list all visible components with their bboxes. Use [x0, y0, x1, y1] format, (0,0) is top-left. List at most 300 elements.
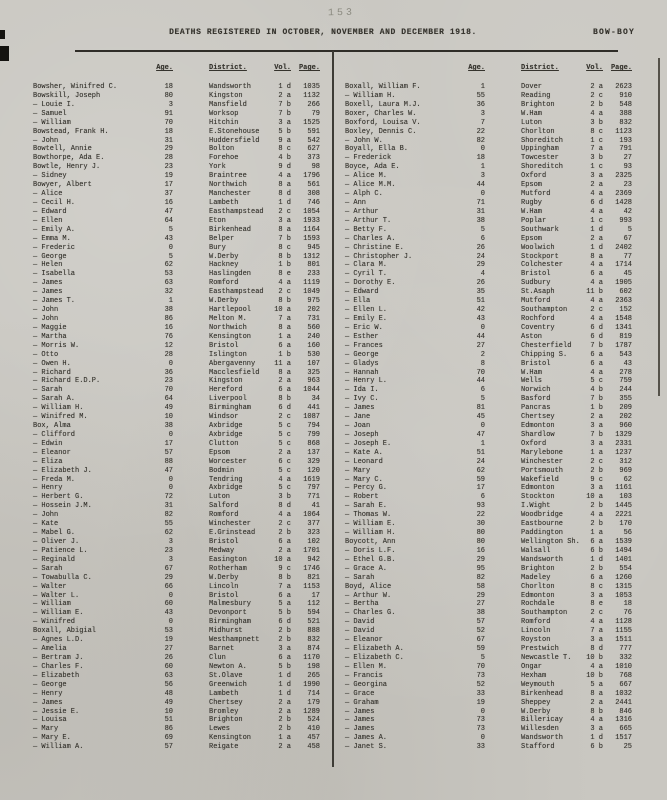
age-cell: 3 — [168, 100, 173, 109]
table-row — [33, 681, 328, 690]
table-row — [345, 690, 640, 699]
row-spacer — [173, 253, 209, 262]
vol-cell: 2 a — [278, 743, 291, 752]
table-row — [33, 128, 328, 137]
district-cell: Chertsey — [521, 413, 555, 422]
row-spacer — [173, 306, 209, 315]
table-row — [345, 163, 640, 172]
age-cell: 70 — [164, 118, 173, 127]
table-row — [345, 654, 640, 663]
page-cell: 543 — [619, 350, 632, 359]
page-cell: 410 — [307, 725, 320, 734]
name-cell: — Mary E. — [33, 734, 71, 743]
table-row — [33, 547, 328, 556]
district-cell: Stockton — [521, 493, 555, 502]
name-cell: — William A. — [33, 743, 84, 752]
vol-cell: 8 b — [590, 707, 603, 716]
district-cell: Rochford — [521, 314, 555, 323]
table-row — [33, 645, 328, 654]
name-cell: — Thomas W. — [345, 511, 392, 520]
vol-cell: 6 d — [278, 404, 291, 413]
page-cell: 209 — [619, 404, 632, 413]
district-cell: Basford — [521, 395, 551, 404]
row-spacer — [173, 672, 209, 681]
vol-cell: 4 a — [278, 172, 291, 181]
age-cell: 62 — [476, 466, 485, 475]
age-cell: 91 — [164, 109, 173, 118]
district-cell: Uppingham — [521, 145, 559, 154]
page-cell: 170 — [619, 520, 632, 529]
age-cell: 64 — [164, 216, 173, 225]
page-cell: 112 — [307, 600, 320, 609]
vol-cell: 10 b — [586, 671, 603, 680]
age-cell: 27 — [476, 600, 485, 609]
age-cell: 82 — [476, 573, 485, 582]
name-cell: — Arthur — [345, 207, 379, 216]
name-cell: — James — [33, 288, 63, 297]
page-cell: 771 — [307, 493, 320, 502]
table-row — [33, 279, 328, 288]
name-cell: — Alice M. — [345, 172, 388, 181]
district-cell: Marylebone — [521, 448, 564, 457]
name-cell: — Eleanor — [33, 448, 71, 457]
age-cell: 24 — [476, 457, 485, 466]
age-cell: 3 — [480, 172, 485, 181]
page-cell: 27 — [623, 154, 632, 163]
vol-cell: 3 b — [590, 118, 603, 127]
vol-cell: 2 b — [590, 100, 603, 109]
age-column-header: Age. — [156, 64, 173, 72]
table-row — [345, 360, 640, 369]
row-spacer — [485, 690, 521, 699]
row-spacer — [485, 279, 521, 288]
row-spacer — [485, 618, 521, 627]
table-row — [33, 565, 328, 574]
name-cell: — James A. — [345, 734, 388, 743]
row-spacer — [485, 101, 521, 110]
page-cell: 530 — [307, 350, 320, 359]
table-row — [345, 681, 640, 690]
vol-cell: 4 a — [590, 190, 603, 199]
vol-cell: 6 b — [590, 546, 603, 555]
row-spacer — [173, 110, 209, 119]
page-cell: 1123 — [615, 127, 632, 136]
name-cell: Boxell, Laura M.J. — [345, 100, 421, 109]
age-cell: 47 — [164, 466, 173, 475]
row-spacer — [485, 502, 521, 511]
vol-cell: 3 a — [590, 636, 603, 645]
row-spacer — [173, 609, 209, 618]
vol-cell: 8 b — [278, 252, 291, 261]
row-spacer — [173, 128, 209, 137]
vol-cell: 8 b — [278, 297, 291, 306]
name-cell: — Jessie E. — [33, 707, 80, 716]
age-cell: 5 — [480, 395, 485, 404]
page-cell: 819 — [619, 332, 632, 341]
name-cell: — William E. — [345, 520, 396, 529]
age-cell: 3 — [168, 538, 173, 547]
page-cell: 975 — [307, 297, 320, 306]
table-row — [33, 306, 328, 315]
district-cell: Huddersfield — [209, 136, 260, 145]
district-cell: Winchester — [521, 457, 564, 466]
table-row — [345, 83, 640, 92]
district-cell: Bristol — [209, 538, 239, 547]
district-cell: Edmonton — [521, 422, 555, 431]
vol-cell: 1 a — [278, 734, 291, 743]
district-cell: Wandsworth — [521, 734, 564, 743]
page-cell: 821 — [307, 573, 320, 582]
age-cell: 31 — [476, 207, 485, 216]
table-row — [345, 226, 640, 235]
row-spacer — [485, 190, 521, 199]
district-cell: Aston — [521, 332, 543, 341]
district-cell: Belper — [209, 234, 235, 243]
page-cell: 1053 — [615, 591, 632, 600]
age-cell: 38 — [476, 609, 485, 618]
name-cell: — Frances — [345, 341, 383, 350]
table-row — [345, 449, 640, 458]
table-row — [33, 627, 328, 636]
page-cell: 278 — [619, 368, 632, 377]
vol-cell: 6 b — [590, 743, 603, 752]
page-cell: 1164 — [303, 225, 320, 234]
name-cell: — Mary C. — [345, 475, 383, 484]
vol-cell: 4 a — [590, 261, 603, 270]
name-cell: Bowtle, Henry J. — [33, 163, 101, 172]
row-spacer — [485, 645, 521, 654]
page-cell: 868 — [307, 439, 320, 448]
vol-cell: 2 c — [590, 91, 603, 100]
name-cell: — James — [33, 698, 63, 707]
page-cell: 714 — [307, 689, 320, 698]
age-cell: 18 — [476, 154, 485, 163]
age-cell: 1 — [480, 163, 485, 172]
age-cell: 1 — [480, 439, 485, 448]
name-cell: — Helen — [33, 261, 63, 270]
row-spacer — [173, 600, 209, 609]
page-cell: 160 — [307, 341, 320, 350]
vol-cell: 4 a — [590, 662, 603, 671]
table-row — [33, 672, 328, 681]
age-cell: 81 — [476, 404, 485, 413]
page-cell: 799 — [307, 430, 320, 439]
page-cell: 5 — [627, 225, 632, 234]
age-cell: 62 — [164, 261, 173, 270]
name-cell: — Samuel — [33, 109, 67, 118]
district-cell: Midhurst — [209, 627, 243, 636]
scan-edge-mark — [0, 46, 9, 61]
age-cell: 16 — [164, 198, 173, 207]
row-spacer — [485, 395, 521, 404]
page-cell: 1341 — [615, 323, 632, 332]
age-cell: 43 — [164, 234, 173, 243]
row-spacer — [485, 128, 521, 137]
table-rows-right — [345, 83, 640, 752]
age-cell: 29 — [476, 555, 485, 564]
name-cell: — Louisa — [33, 716, 67, 725]
table-row — [345, 636, 640, 645]
name-cell: — Ella — [345, 297, 371, 306]
district-cell: Edmonton — [521, 484, 555, 493]
vol-cell: 2 a — [278, 707, 291, 716]
name-cell: — Elizabeth — [33, 671, 80, 680]
name-cell: — Charles A. — [345, 234, 396, 243]
page-cell: 801 — [307, 261, 320, 270]
vol-cell: 5 c — [278, 422, 291, 431]
vol-cell: 3 a — [278, 118, 291, 127]
row-spacer — [485, 297, 521, 306]
vol-cell: 8 e — [278, 270, 291, 279]
name-cell: — Patience L. — [33, 546, 88, 555]
name-cell: — Amelia — [33, 645, 67, 654]
district-cell: Hartlepool — [209, 306, 252, 315]
vol-cell: 6 d — [590, 323, 603, 332]
vol-cell: 8 d — [278, 502, 291, 511]
age-cell: 59 — [476, 645, 485, 654]
district-cell: Chipping S. — [521, 350, 568, 359]
row-spacer — [485, 137, 521, 146]
page-cell: 2363 — [615, 297, 632, 306]
name-cell: — Ida I. — [345, 386, 379, 395]
name-cell: — Towabulla C. — [33, 573, 92, 582]
page-cell: 41 — [311, 502, 320, 511]
age-cell: 23 — [164, 163, 173, 172]
age-cell: 70 — [476, 662, 485, 671]
page-cell: 1517 — [615, 734, 632, 743]
row-spacer — [485, 226, 521, 235]
vol-cell: 7 a — [590, 145, 603, 154]
vol-cell: 6 a — [278, 591, 291, 600]
page-cell: 373 — [307, 154, 320, 163]
vol-cell: 4 a — [590, 207, 603, 216]
row-spacer — [485, 449, 521, 458]
table-row — [345, 431, 640, 440]
age-cell: 10 — [164, 707, 173, 716]
district-cell: Paddington — [521, 529, 564, 538]
row-spacer — [173, 511, 209, 520]
name-cell: — Louie I. — [33, 100, 76, 109]
age-cell: 59 — [476, 475, 485, 484]
row-spacer — [485, 119, 521, 128]
table-row — [33, 83, 328, 92]
district-cell: Easington — [209, 555, 247, 564]
page-cell: 1132 — [303, 91, 320, 100]
district-cell: Newton A. — [209, 662, 247, 671]
table-row — [345, 395, 640, 404]
age-cell: 86 — [164, 314, 173, 323]
name-cell: — Eleanor — [345, 636, 383, 645]
age-cell: 36 — [164, 368, 173, 377]
district-cell: Oxford — [521, 439, 547, 448]
age-cell: 56 — [164, 680, 173, 689]
name-cell: — Graham — [345, 698, 379, 707]
name-cell: — William — [33, 600, 71, 609]
vol-cell: 5 c — [278, 484, 291, 493]
district-cell: Birmingham — [209, 404, 252, 413]
name-cell: — William H. — [345, 91, 396, 100]
district-cell: Rochdale — [521, 600, 555, 609]
page-cell: 355 — [619, 395, 632, 404]
name-cell: — Percy G. — [345, 484, 388, 493]
page-cell: 441 — [307, 404, 320, 413]
age-cell: 45 — [476, 413, 485, 422]
table-row — [33, 190, 328, 199]
district-cell: Epsom — [521, 181, 543, 190]
table-row — [345, 315, 640, 324]
district-cell: Chertsey — [209, 698, 243, 707]
district-cell: Macclesfield — [209, 368, 260, 377]
age-cell: 72 — [164, 493, 173, 502]
column-divider — [332, 51, 334, 767]
page-cell: 1539 — [615, 538, 632, 547]
table-row — [345, 538, 640, 547]
page-cell: 152 — [619, 306, 632, 315]
table-row — [345, 208, 640, 217]
vol-cell: 1 d — [590, 243, 603, 252]
district-cell: Wandsworth — [521, 555, 564, 564]
vol-cell: 4 a — [278, 475, 291, 484]
page-cell: 42 — [623, 207, 632, 216]
row-spacer — [173, 467, 209, 476]
district-cell: W.Ham — [521, 109, 543, 118]
row-spacer — [485, 351, 521, 360]
vol-cell: 7 b — [590, 395, 603, 404]
district-cell: Portsmouth — [521, 466, 564, 475]
row-spacer — [485, 83, 521, 92]
table-row — [345, 288, 640, 297]
name-cell: — George — [345, 350, 379, 359]
row-spacer — [485, 520, 521, 529]
district-cell: Mansfield — [209, 100, 247, 109]
page-cell: 665 — [619, 725, 632, 734]
row-spacer — [173, 101, 209, 110]
page-cell: 1619 — [303, 475, 320, 484]
name-cell: — Leonard — [345, 457, 383, 466]
vol-cell: 1 d — [278, 671, 291, 680]
row-spacer — [485, 565, 521, 574]
row-spacer — [173, 690, 209, 699]
name-cell: — Jane — [345, 413, 371, 422]
header-row — [33, 64, 328, 73]
table-row — [33, 636, 328, 645]
page-cell: 1289 — [303, 707, 320, 716]
age-cell: 49 — [164, 404, 173, 413]
name-cell: — Walter — [33, 582, 67, 591]
age-cell: 51 — [164, 716, 173, 725]
row-spacer — [173, 386, 209, 395]
vol-cell: 9 a — [278, 136, 291, 145]
name-cell: — Elizabeth A. — [345, 645, 404, 654]
district-cell: Rotherham — [209, 564, 247, 573]
age-cell: 60 — [164, 600, 173, 609]
table-row — [345, 333, 640, 342]
page-cell: 1170 — [303, 654, 320, 662]
name-cell: — Dorothy E. — [345, 279, 396, 288]
page-cell: 2623 — [615, 83, 632, 91]
district-cell: Luton — [521, 118, 543, 127]
row-spacer — [485, 217, 521, 226]
page-cell: 323 — [307, 529, 320, 538]
row-spacer — [485, 208, 521, 217]
table-row — [33, 520, 328, 529]
vol-cell: 7 b — [590, 341, 603, 350]
vol-cell: 6 a — [590, 350, 603, 359]
row-spacer — [485, 333, 521, 342]
page-cell: 202 — [619, 413, 632, 422]
district-cell: Oxford — [521, 172, 547, 181]
page-cell: 731 — [307, 314, 320, 323]
page-cell: 2325 — [615, 172, 632, 181]
name-cell: — George — [33, 252, 67, 261]
vol-cell: 4 a — [278, 511, 291, 520]
district-cell: Hitchin — [209, 118, 239, 127]
page-column-header: Page. — [298, 64, 320, 72]
district-cell: W.Derby — [209, 573, 239, 582]
table-row — [345, 422, 640, 431]
age-cell: 76 — [164, 332, 173, 341]
row-spacer — [173, 636, 209, 645]
vol-cell: 2 b — [590, 466, 603, 475]
row-spacer — [173, 458, 209, 467]
age-cell: 73 — [476, 671, 485, 680]
page-cell: 17 — [311, 591, 320, 600]
district-cell: Newcastle T. — [521, 654, 572, 662]
row-spacer — [173, 288, 209, 297]
age-cell: 52 — [476, 627, 485, 636]
district-cell: Windsor — [209, 413, 239, 422]
row-spacer — [173, 716, 209, 725]
scan-edge-mark — [0, 30, 5, 39]
table-row — [33, 181, 328, 190]
table-row — [345, 725, 640, 734]
vol-cell: 1 d — [278, 83, 291, 91]
district-cell: Devonport — [209, 609, 247, 618]
name-cell: — Emily E. — [345, 314, 388, 323]
district-cell: Chorlton — [521, 127, 555, 136]
vol-cell: 10 a — [274, 555, 291, 564]
age-cell: 29 — [164, 573, 173, 582]
vol-cell: 2 a — [278, 698, 291, 707]
vol-cell: 3 b — [278, 493, 291, 502]
table-row — [33, 413, 328, 422]
name-cell: Boyall, Ella B. — [345, 145, 409, 154]
district-cell: Willesden — [521, 725, 559, 734]
row-spacer — [173, 270, 209, 279]
name-cell: — Richard — [33, 368, 71, 377]
name-cell: — Martha — [33, 332, 67, 341]
row-spacer — [173, 708, 209, 717]
scan-edge-line — [658, 58, 660, 396]
row-spacer — [173, 351, 209, 360]
name-cell: — Frederic — [33, 243, 76, 252]
vol-cell: 9 c — [278, 564, 291, 573]
district-cell: Dover — [521, 83, 543, 91]
age-cell: 26 — [476, 279, 485, 288]
table-row — [33, 725, 328, 734]
vol-cell: 2 b — [590, 564, 603, 573]
vol-cell: 4 b — [590, 386, 603, 395]
age-cell: 80 — [476, 538, 485, 547]
name-cell: — William — [33, 118, 71, 127]
district-cell: Romford — [521, 618, 551, 627]
page-cell: 2441 — [615, 698, 632, 707]
name-cell: Bowyer, Albert — [33, 181, 92, 190]
row-spacer — [485, 583, 521, 592]
vol-cell: 1 a — [590, 448, 603, 457]
district-cell: Melton M. — [209, 314, 247, 323]
table-row — [345, 279, 640, 288]
